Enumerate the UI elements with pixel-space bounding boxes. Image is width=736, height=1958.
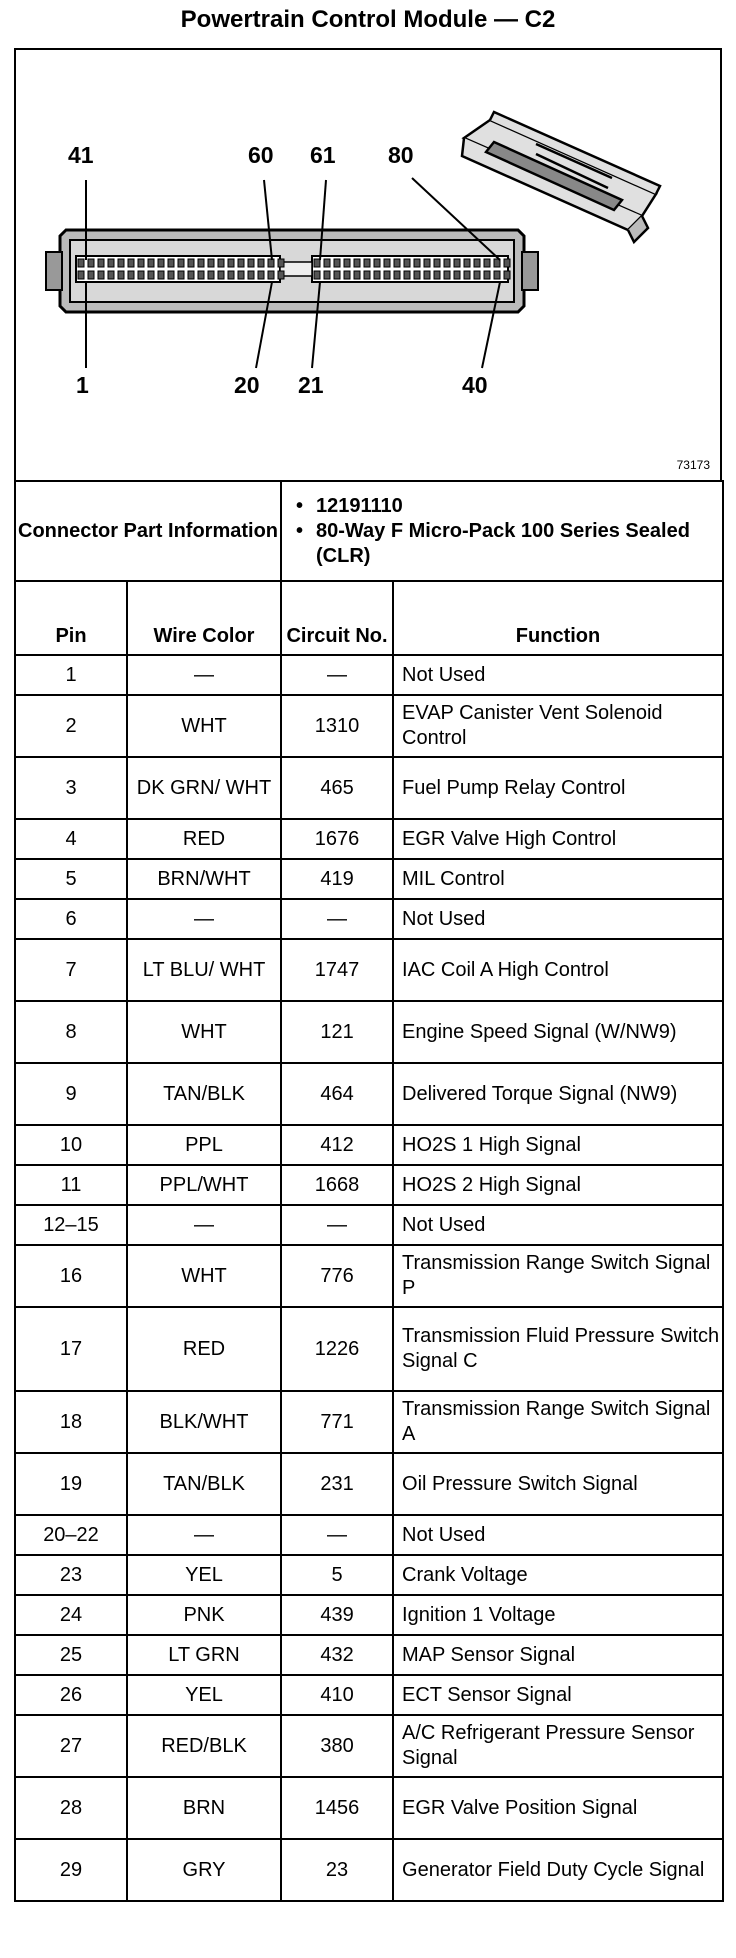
pin-cell: 7 — [15, 939, 127, 1001]
circuit-cell: 1456 — [281, 1777, 393, 1839]
table-row — [15, 1391, 723, 1453]
table-row — [15, 1777, 723, 1839]
wire-color-cell: PPL — [127, 1125, 281, 1165]
table-row — [15, 695, 723, 757]
table-row — [15, 819, 723, 859]
pin-cell: 1 — [15, 655, 127, 695]
table-row — [15, 1595, 723, 1635]
table-row — [15, 1307, 723, 1391]
function-cell: Generator Field Duty Cycle Signal — [393, 1839, 723, 1901]
circuit-cell: 410 — [281, 1675, 393, 1715]
function-cell: Not Used — [393, 655, 723, 695]
wire-color-cell: YEL — [127, 1555, 281, 1595]
wire-color-cell: — — [127, 1205, 281, 1245]
pin-cell: 17 — [15, 1307, 127, 1391]
circuit-cell: 231 — [281, 1453, 393, 1515]
function-cell: HO2S 2 High Signal — [393, 1165, 723, 1205]
wire-color-cell: GRY — [127, 1839, 281, 1901]
circuit-cell: — — [281, 899, 393, 939]
table-row — [15, 1001, 723, 1063]
pin-cell: 24 — [15, 1595, 127, 1635]
circuit-cell: 121 — [281, 1001, 393, 1063]
pin-cell: 29 — [15, 1839, 127, 1901]
column-header-function: Function — [393, 581, 723, 655]
wire-color-cell: BRN — [127, 1777, 281, 1839]
wire-color-cell: PNK — [127, 1595, 281, 1635]
table-row — [15, 1515, 723, 1555]
column-header-pin: Pin — [15, 581, 127, 655]
table-row — [15, 1125, 723, 1165]
table-row — [15, 1205, 723, 1245]
circuit-cell: 412 — [281, 1125, 393, 1165]
wire-color-cell: BRN/WHT — [127, 859, 281, 899]
table-row — [15, 1635, 723, 1675]
pin-label-80: 80 — [388, 142, 414, 168]
wire-color-cell: — — [127, 655, 281, 695]
function-cell: Transmission Range Switch Signal A — [393, 1391, 723, 1453]
connector-info-label: Connector Part Information — [15, 481, 281, 581]
table-header-row — [15, 581, 723, 655]
function-cell: Not Used — [393, 899, 723, 939]
circuit-cell: 776 — [281, 1245, 393, 1307]
wire-color-cell: WHT — [127, 1245, 281, 1307]
wire-color-cell: YEL — [127, 1675, 281, 1715]
function-cell: EGR Valve High Control — [393, 819, 723, 859]
pin-cell: 6 — [15, 899, 127, 939]
circuit-cell: 1676 — [281, 819, 393, 859]
function-cell: A/C Refrigerant Pressure Sensor Signal — [393, 1715, 723, 1777]
wire-color-cell: WHT — [127, 1001, 281, 1063]
wire-color-cell: RED — [127, 819, 281, 859]
pin-cell: 3 — [15, 757, 127, 819]
pin-cell: 19 — [15, 1453, 127, 1515]
wire-color-cell: LT BLU/ WHT — [127, 939, 281, 1001]
pin-cell: 27 — [15, 1715, 127, 1777]
function-cell: EVAP Canister Vent Solenoid Control — [393, 695, 723, 757]
pin-cell: 11 — [15, 1165, 127, 1205]
table-row — [15, 1715, 723, 1777]
connector-perspective-view — [462, 112, 660, 242]
function-cell: HO2S 1 High Signal — [393, 1125, 723, 1165]
circuit-cell: 5 — [281, 1555, 393, 1595]
circuit-cell: 419 — [281, 859, 393, 899]
circuit-cell: 1226 — [281, 1307, 393, 1391]
function-cell: Crank Voltage — [393, 1555, 723, 1595]
wire-color-cell: — — [127, 899, 281, 939]
table-row — [15, 1245, 723, 1307]
circuit-cell: 1668 — [281, 1165, 393, 1205]
pin-label-21: 21 — [298, 372, 324, 398]
pin-label-61: 61 — [310, 142, 336, 168]
pin-cell: 12–15 — [15, 1205, 127, 1245]
circuit-cell: 23 — [281, 1839, 393, 1901]
connector-info-details — [281, 481, 723, 581]
pin-label-20: 20 — [234, 372, 260, 398]
pin-cell: 20–22 — [15, 1515, 127, 1555]
function-cell: Not Used — [393, 1205, 723, 1245]
pin-label-41: 41 — [68, 142, 94, 168]
wire-color-cell: DK GRN/ WHT — [127, 757, 281, 819]
function-cell: Transmission Range Switch Signal P — [393, 1245, 723, 1307]
circuit-cell: 432 — [281, 1635, 393, 1675]
pin-cell: 5 — [15, 859, 127, 899]
wire-color-cell: TAN/BLK — [127, 1453, 281, 1515]
table-row — [15, 757, 723, 819]
function-cell: EGR Valve Position Signal — [393, 1777, 723, 1839]
connector-diagram — [14, 48, 722, 480]
pin-cell: 23 — [15, 1555, 127, 1595]
function-cell: Oil Pressure Switch Signal — [393, 1453, 723, 1515]
wire-color-cell: RED — [127, 1307, 281, 1391]
column-header-wire-color: Wire Color — [127, 581, 281, 655]
table-row — [15, 1555, 723, 1595]
pin-label-40: 40 — [462, 372, 488, 398]
pin-label-60: 60 — [248, 142, 274, 168]
table-row — [15, 1839, 723, 1901]
table-row — [15, 1453, 723, 1515]
circuit-cell: 464 — [281, 1063, 393, 1125]
circuit-cell: 465 — [281, 757, 393, 819]
circuit-cell: 771 — [281, 1391, 393, 1453]
pin-cell: 9 — [15, 1063, 127, 1125]
wire-color-cell: PPL/WHT — [127, 1165, 281, 1205]
connector-part-number: • 12191110 — [316, 494, 722, 519]
function-cell: Transmission Fluid Pressure Switch Signal C — [393, 1307, 723, 1391]
circuit-cell: 1747 — [281, 939, 393, 1001]
pin-label-1: 1 — [76, 372, 89, 398]
table-row — [15, 1165, 723, 1205]
wire-color-cell: LT GRN — [127, 1635, 281, 1675]
table-row — [15, 655, 723, 695]
function-cell: Engine Speed Signal (W/NW9) — [393, 1001, 723, 1063]
function-cell: MIL Control — [393, 859, 723, 899]
pin-cell: 2 — [15, 695, 127, 757]
pin-cell: 8 — [15, 1001, 127, 1063]
connector-description: • 80-Way F Micro-Pack 100 Series Sealed (CLR) — [316, 519, 722, 569]
pin-cell: 16 — [15, 1245, 127, 1307]
page-title: Powertrain Control Module — C2 — [180, 6, 556, 33]
wire-color-cell: — — [127, 1515, 281, 1555]
table-row — [15, 939, 723, 1001]
circuit-cell: — — [281, 1515, 393, 1555]
table-row — [15, 1063, 723, 1125]
pin-cell: 10 — [15, 1125, 127, 1165]
table-row — [15, 1675, 723, 1715]
pin-cell: 4 — [15, 819, 127, 859]
wire-color-cell: BLK/WHT — [127, 1391, 281, 1453]
function-cell: IAC Coil A High Control — [393, 939, 723, 1001]
pin-cell: 18 — [15, 1391, 127, 1453]
pin-cell: 25 — [15, 1635, 127, 1675]
pin-cell: 26 — [15, 1675, 127, 1715]
wire-color-cell: WHT — [127, 695, 281, 757]
figure-number: 73173 — [676, 458, 710, 472]
circuit-cell: 439 — [281, 1595, 393, 1635]
table-row — [15, 899, 723, 939]
function-cell: Ignition 1 Voltage — [393, 1595, 723, 1635]
circuit-cell: 380 — [281, 1715, 393, 1777]
circuit-cell: 1310 — [281, 695, 393, 757]
wire-color-cell: TAN/BLK — [127, 1063, 281, 1125]
pin-table — [14, 480, 724, 1902]
connector-info-row — [15, 481, 723, 581]
function-cell: MAP Sensor Signal — [393, 1635, 723, 1675]
function-cell: Fuel Pump Relay Control — [393, 757, 723, 819]
function-cell: Not Used — [393, 1515, 723, 1555]
circuit-cell: — — [281, 655, 393, 695]
function-cell: Delivered Torque Signal (NW9) — [393, 1063, 723, 1125]
wire-color-cell: RED/BLK — [127, 1715, 281, 1777]
circuit-cell: — — [281, 1205, 393, 1245]
function-cell: ECT Sensor Signal — [393, 1675, 723, 1715]
column-header-circuit-no: Circuit No. — [281, 581, 393, 655]
table-row — [15, 859, 723, 899]
connector-illustration — [16, 50, 720, 480]
pin-cell: 28 — [15, 1777, 127, 1839]
